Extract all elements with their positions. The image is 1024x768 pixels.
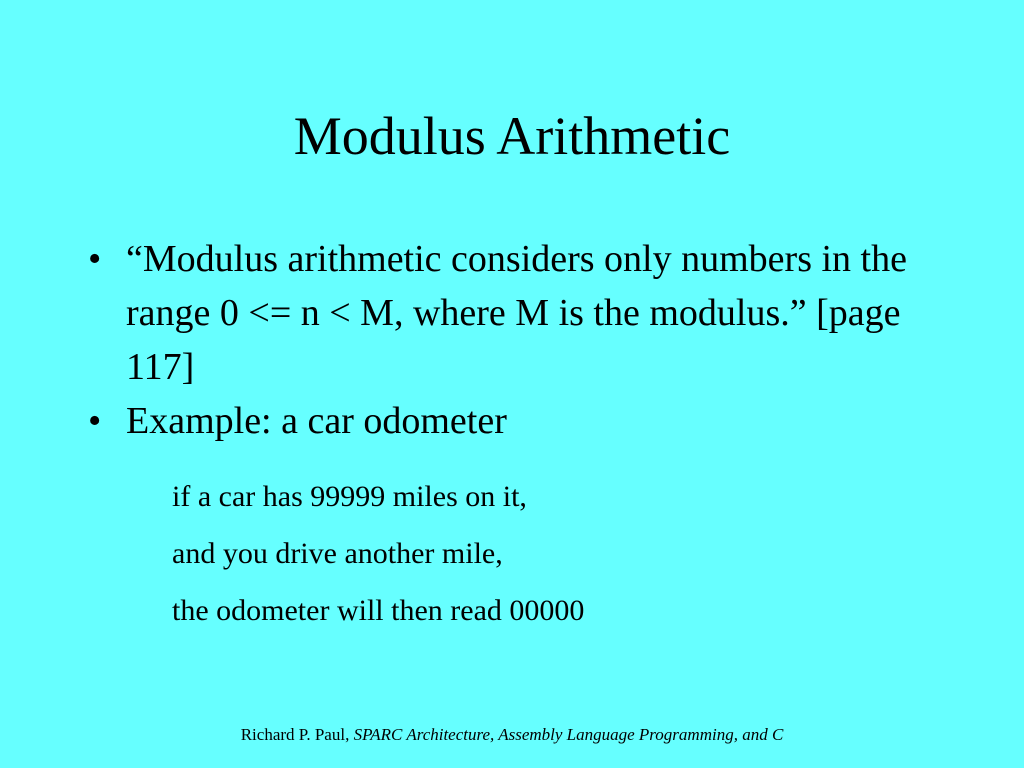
footer-author: Richard P. Paul, xyxy=(240,725,354,744)
bullet-item-example xyxy=(84,394,944,448)
slide-footer xyxy=(0,724,1024,746)
bullet-marker: • xyxy=(88,238,102,280)
bullet-text: “Modulus arithmetic considers only numbers in the range 0 <= n < M, where M is the modulus.” [page 117] xyxy=(126,238,907,388)
sub-line: and you drive another mile, xyxy=(172,537,503,570)
sub-line: the odometer will then read 00000 xyxy=(172,594,585,627)
bullet-list xyxy=(84,232,944,448)
bullet-item-definition xyxy=(84,232,944,394)
footer-source: SPARC Architecture, Assembly Language Programming, and C xyxy=(353,725,784,744)
bullet-marker: • xyxy=(88,400,102,442)
example-sub-lines xyxy=(172,468,584,639)
bullet-text: Example: a car odometer xyxy=(126,400,507,442)
sub-line: if a car has 99999 miles on it, xyxy=(172,480,527,513)
slide-title: Modulus Arithmetic xyxy=(293,106,731,166)
